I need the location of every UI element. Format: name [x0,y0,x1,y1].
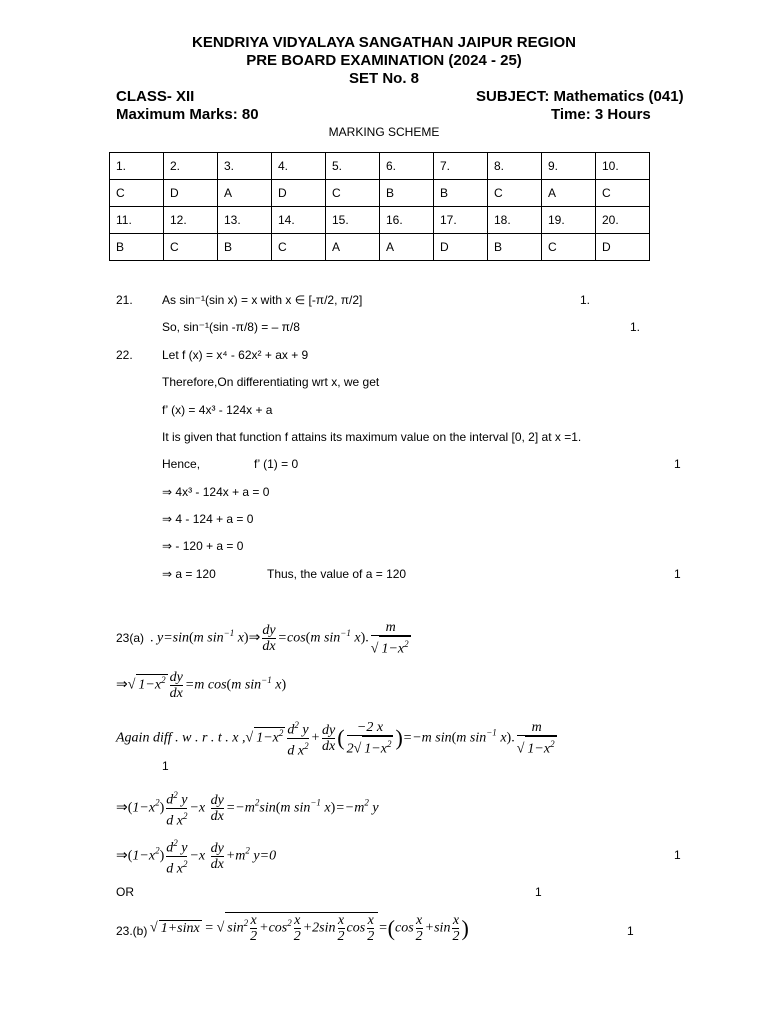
q23a-eq4: $\Rightarrow(1-x^2)$ $\frac{d^2 y}{d x^2}$ −x $\frac{dy}{dx}$ $=-m^2\sin(m$ $\sin^{-1} x)=-m^2$ y [116,790,379,829]
table-cell: B [110,234,164,261]
table-cell: C [488,180,542,207]
table-cell: 6. [380,153,434,180]
or-label: OR [116,885,134,899]
table-cell: D [164,180,218,207]
table-cell: C [596,180,650,207]
table-cell: 15. [326,207,380,234]
q23b-label: 23.(b) [116,924,148,938]
q23a-eq1: . y=sin(m $\sin^{-1}$ x)⇒ $\frac{dy}{dx}$ =cos(m $\sin^{-1} x$). $\frac{m}{√ 1-x^2}$ [150,620,409,657]
table-cell: A [218,180,272,207]
q21-mark1: 1. [580,293,591,307]
table-cell: D [434,234,488,261]
time-label: Time: 3 Hours [551,106,651,123]
table-cell: 14. [272,207,326,234]
header-set: SET No. 8 [348,70,419,87]
q22-line5b: f’ (1) = 0 [254,457,299,471]
table-cell: 17. [434,207,488,234]
table-cell: 18. [488,207,542,234]
class-label: CLASS- XII [116,88,195,105]
q22-mark1: 1 [674,457,681,471]
q22-line2: Therefore,On differentiating wrt x, we get [162,375,380,389]
table-cell: 16. [380,207,434,234]
table-cell: 19. [542,207,596,234]
table-cell: 8. [488,153,542,180]
table-cell: 5. [326,153,380,180]
q23a-eq5: $\Rightarrow(1-x^2)$ $\frac{d^2 y}{d x^2}$ −x $\frac{dy}{dx}$ $+m^2$ y=0 [116,838,277,877]
table-cell: C [164,234,218,261]
table-cell: A [326,234,380,261]
q22-number: 22. [116,348,133,362]
q22-line7: ⇒ 4 - 124 + a = 0 [162,512,254,526]
table-row [110,207,650,234]
q22-line4: It is given that function f attains its maximum value on the interval [0, 2] at x =1. [162,430,582,444]
table-cell: A [380,234,434,261]
table-cell: 20. [596,207,650,234]
table-row [110,234,650,261]
table-cell: B [488,234,542,261]
table-cell: 11. [110,207,164,234]
header-exam: PRE BOARD EXAMINATION (2024 - 25) [246,52,522,69]
q22-line6: ⇒ 4x³ - 124x + a = 0 [162,485,270,499]
table-cell: 12. [164,207,218,234]
or-mark: 1 [535,885,542,899]
q21-mark2: 1. [630,320,641,334]
q23a-label: 23(a) [116,631,145,645]
q23b-mark: 1 [627,924,634,938]
q23a-mark-mid: 1 [162,759,169,773]
table-cell: B [380,180,434,207]
header-region: KENDRIYA VIDYALAYA SANGATHAN JAIPUR REGION [192,34,576,51]
table-cell: C [110,180,164,207]
table-row [110,153,650,180]
marking-scheme-title: MARKING SCHEME [328,125,440,139]
q22-line5a: Hence, [162,457,201,471]
table-cell: C [272,234,326,261]
q23a-eq2: ⇒√ $1-x^2$ $\frac{dy}{dx}$ =m cos(m $\sin^{-1} x$) [116,670,287,701]
table-cell: D [596,234,650,261]
table-cell: C [542,234,596,261]
q22-line8: ⇒ - 120 + a = 0 [162,539,244,553]
table-cell: 10. [596,153,650,180]
table-cell: 2. [164,153,218,180]
max-marks-label: Maximum Marks: 80 [116,106,259,123]
q23a-eq3: Again diff . w . r . t . x ,√ $1-x^2$ $\frac{d^2 y}{d x^2}$ + $\frac{dy}{dx}$ ( $\frac{-2 x}{2√ 1-x^2}$ )=−m sin(m $\sin^{-1} x$). $\frac{m}{√ 1-x^2}$ [116,719,555,759]
answer-key-table [109,152,650,261]
table-cell: 13. [218,207,272,234]
q22-mark2: 1 [674,567,681,581]
table-cell: C [326,180,380,207]
q22-line9b: Thus, the value of a = 120 [267,567,407,581]
subject-label: SUBJECT: Mathematics (041) [476,88,684,105]
table-cell: D [272,180,326,207]
q23a-mark-end: 1 [674,848,681,862]
q21-line1: As sin⁻¹(sin x) = x with x ∈ [-π/2, π/2] [162,293,363,307]
q23b-eq: √ 1+sinx = √ $\sin^2$ $\frac{x}{2}$ $+\cos^2$ $\frac{x}{2}$ +2sin $\frac{x}{2}$ cos $\frac{x}{2}$ =(cos $\frac{x}{2}$ +sin $\frac{x}{2}$ ) [150,913,469,944]
table-cell: 4. [272,153,326,180]
table-cell: B [434,180,488,207]
table-cell: A [542,180,596,207]
table-cell: 7. [434,153,488,180]
q21-number: 21. [116,293,133,307]
table-row [110,180,650,207]
q22-line3: f’ (x) = 4x³ - 124x + a [162,403,273,417]
q22-line9a: ⇒ a = 120 [162,567,216,581]
table-cell: B [218,234,272,261]
q22-line1: Let f (x) = x⁴ - 62x² + ax + 9 [162,348,309,362]
table-cell: 1. [110,153,164,180]
q21-line2: So, sin⁻¹(sin -π/8) = – π/8 [162,320,300,334]
table-cell: 9. [542,153,596,180]
table-cell: 3. [218,153,272,180]
